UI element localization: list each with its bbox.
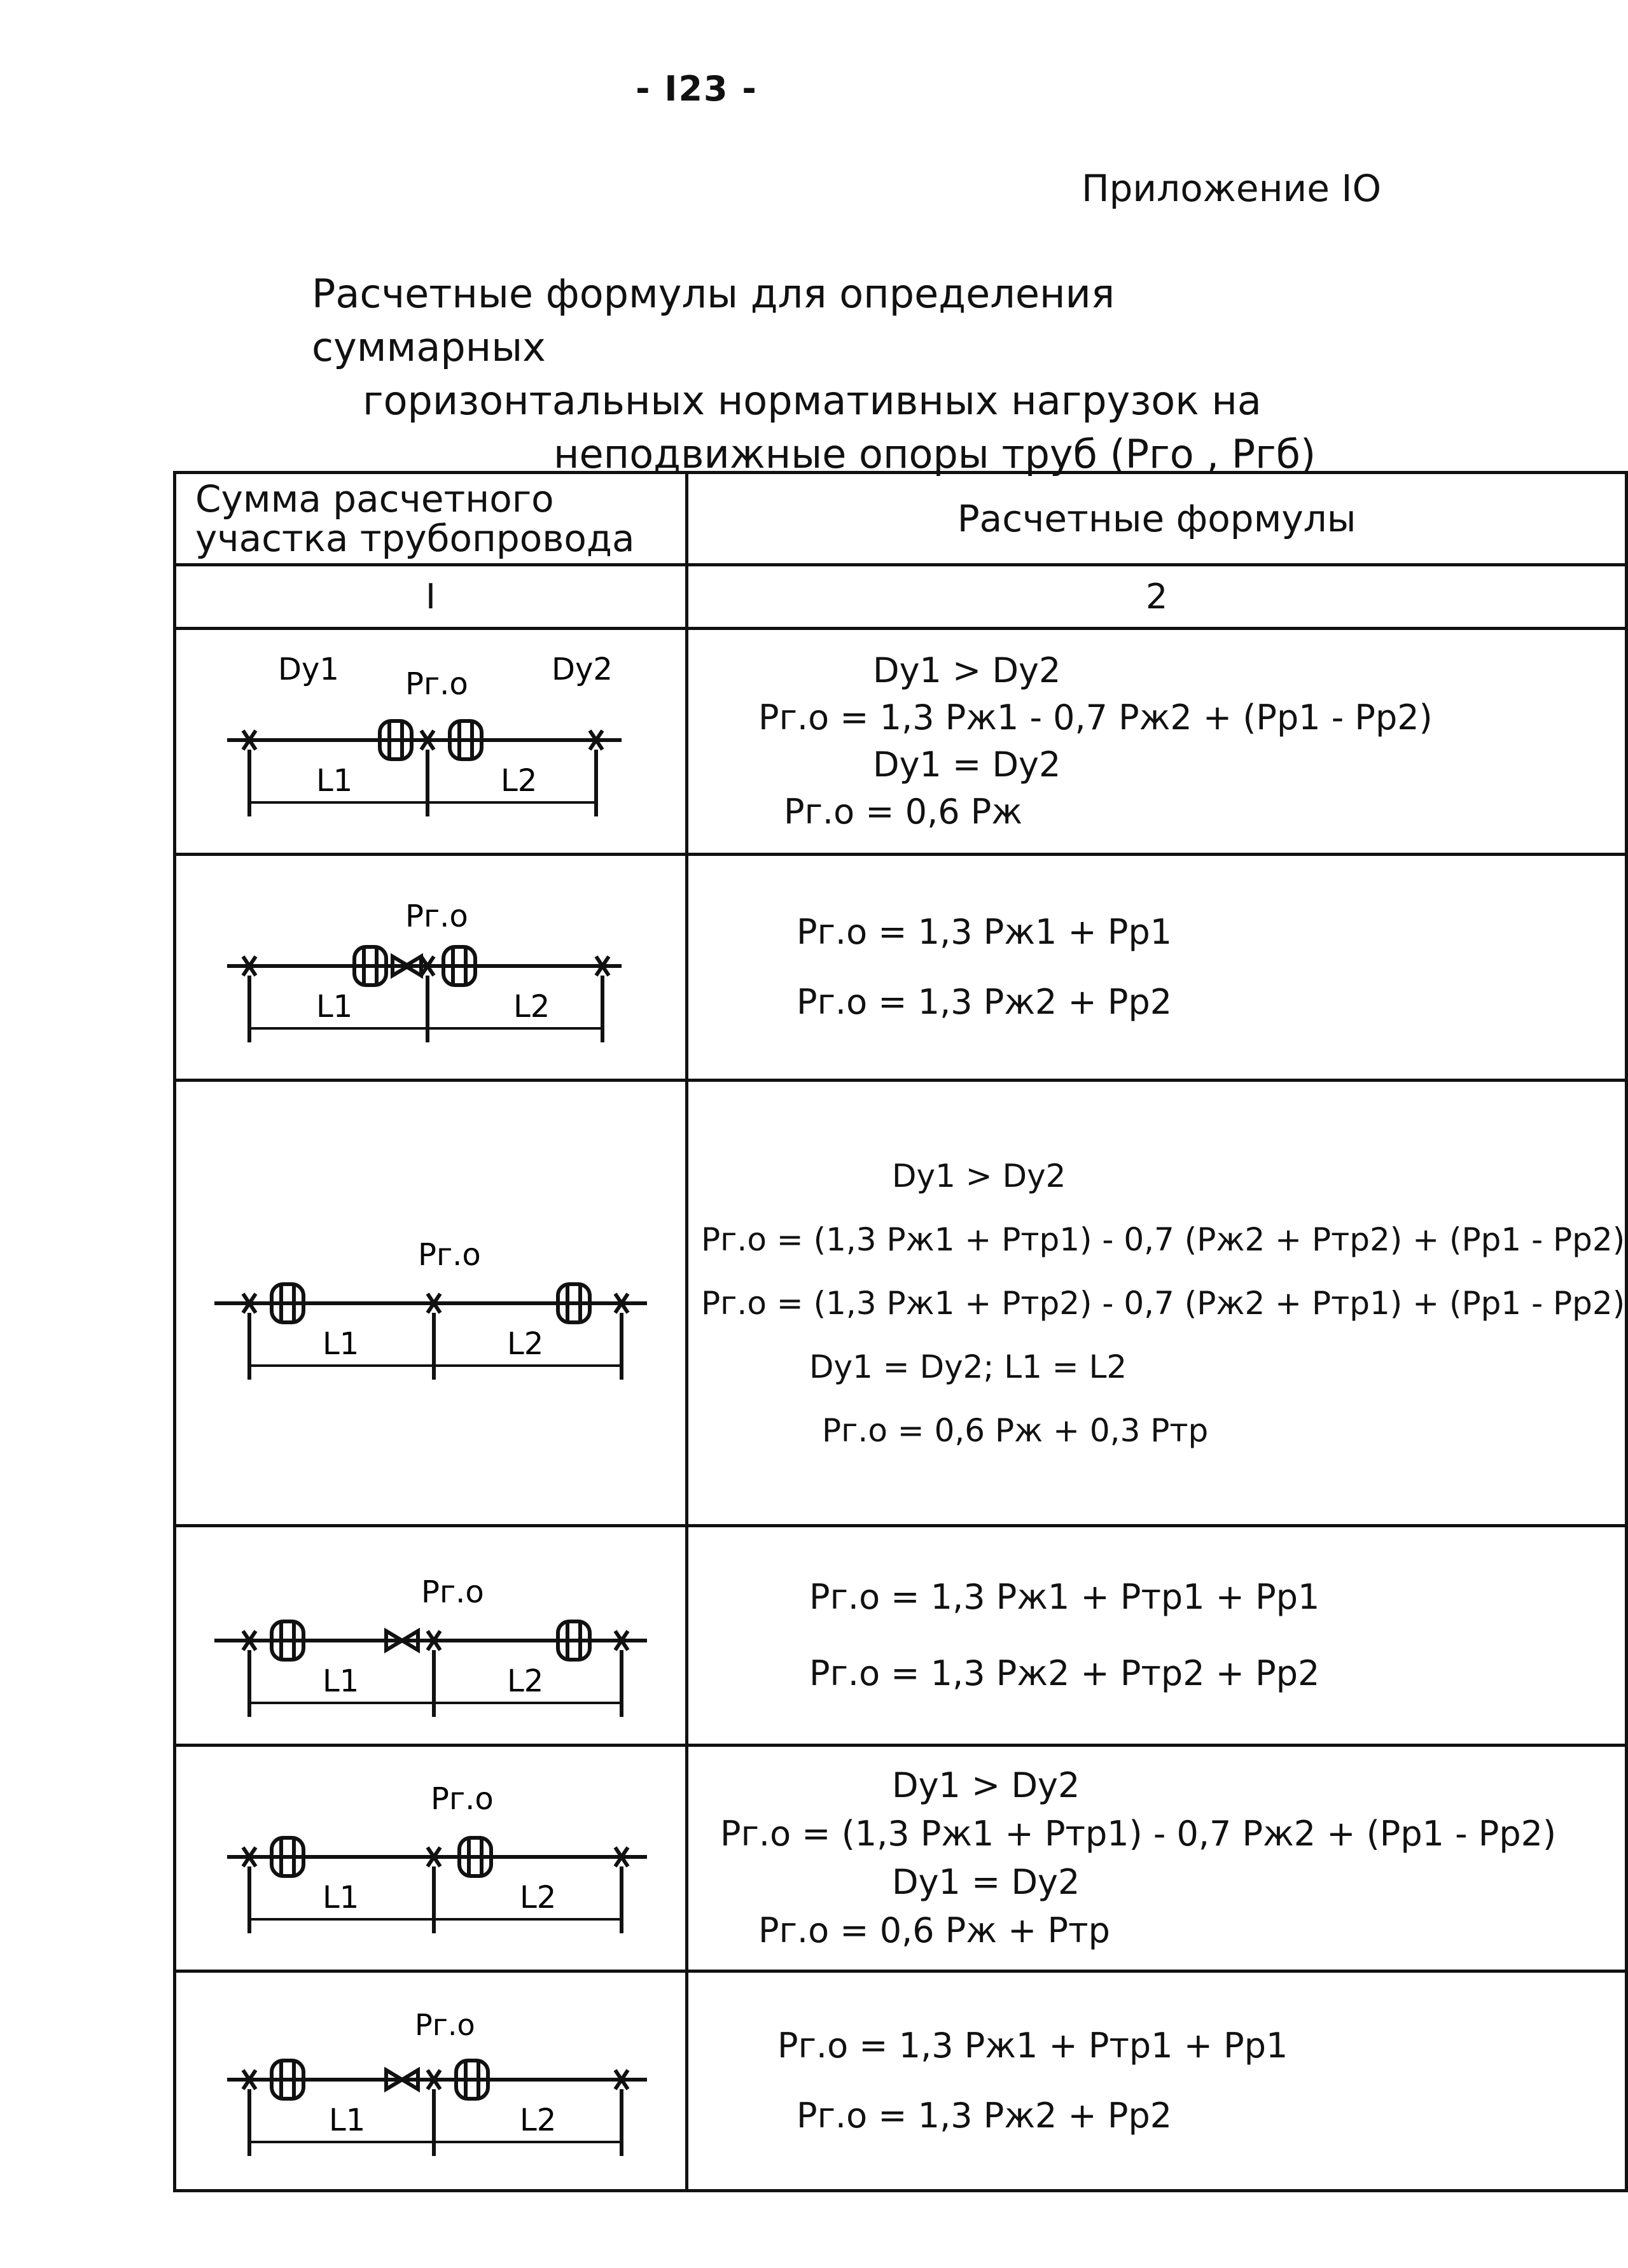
numbering-col2: 2 xyxy=(687,565,1627,629)
formula-line: Dy1 > Dy2 xyxy=(873,650,1061,690)
appendix-label: Приложение IO xyxy=(1082,167,1382,210)
title-line-1: Расчетные формулы для определения суммарных xyxy=(312,270,1115,370)
pipe-diagram-cell xyxy=(175,855,687,1081)
pipe-diagram xyxy=(176,1084,685,1523)
formula-line: Pг.о = 0,6 Pж + Pтр xyxy=(758,1910,1110,1950)
force-label: Pг.о xyxy=(405,898,468,934)
table-row xyxy=(175,1526,1627,1746)
dy1-label: Dy1 xyxy=(278,651,339,687)
formula-line: Pг.о = 1,3 Pж1 + Pтр1 + Pр1 xyxy=(777,2026,1288,2066)
formula-line: Pг.о = 0,6 Pж xyxy=(784,792,1022,832)
numbering-col1: I xyxy=(175,565,687,629)
l2-label: L2 xyxy=(520,2102,557,2138)
l1-label: L1 xyxy=(316,988,353,1025)
pipe-diagram-cell xyxy=(175,1081,687,1526)
dy2-label: Dy2 xyxy=(552,651,613,687)
l1-label: L1 xyxy=(323,1326,359,1362)
force-label: Pг.о xyxy=(418,1236,481,1273)
formula-line: Pг.о = 1,3 Pж1 + Pтр1 + Pр1 xyxy=(809,1577,1320,1617)
l2-label: L2 xyxy=(501,762,538,799)
formula-line: Dy1 = Dy2 xyxy=(873,745,1061,785)
formula-line: Pг.о = 0,6 Pж + 0,3 Pтр xyxy=(822,1411,1209,1449)
table-header-row xyxy=(175,473,1627,565)
formula-line: Dy1 = Dy2; L1 = L2 xyxy=(809,1348,1127,1385)
formula-cell xyxy=(687,855,1627,1081)
pipe-diagram xyxy=(176,1749,685,1968)
pipe-diagram-cell xyxy=(175,629,687,855)
l1-label: L1 xyxy=(323,1663,359,1699)
l2-label: L2 xyxy=(513,988,550,1025)
pipe-diagram-cell xyxy=(175,1526,687,1746)
formulas-table xyxy=(173,471,1628,2192)
force-label: Pг.о xyxy=(415,2007,475,2042)
formula-line: Pг.о = 1,3 Pж2 + Pр2 xyxy=(797,2096,1172,2136)
formula-line: Pг.о = (1,3 Pж1 + Pтр1) - 0,7 (Pж2 + Pтр2) + (Pр1 - Pр2) xyxy=(701,1221,1625,1258)
table-numbering-row xyxy=(175,565,1627,629)
l2-label: L2 xyxy=(520,1879,557,1915)
header-col2: Расчетные формулы xyxy=(687,473,1627,565)
formula-cell xyxy=(687,1746,1627,1971)
formula-block xyxy=(688,647,1625,836)
pipe-diagram xyxy=(176,858,685,1077)
title-line-2: горизонтальных нормативных нагрузок на xyxy=(363,377,1262,424)
pipe-diagram-cell xyxy=(175,1971,687,2191)
l1-label: L1 xyxy=(329,2102,366,2138)
formula-cell xyxy=(687,1081,1627,1526)
l1-label: L1 xyxy=(316,762,353,799)
pipe-diagram xyxy=(176,1529,685,1742)
formula-line: Dy1 > Dy2 xyxy=(892,1765,1080,1805)
formula-block xyxy=(688,1559,1625,1712)
formula-line: Pг.о = 1,3 Pж2 + Pр2 xyxy=(797,982,1172,1022)
formula-block xyxy=(688,1761,1625,1955)
formula-line: Pг.о = 1,3 Pж1 - 0,7 Pж2 + (Pр1 - Pр2) xyxy=(758,697,1433,738)
table-row xyxy=(175,855,1627,1081)
formula-block xyxy=(688,1144,1625,1462)
table-row xyxy=(175,629,1627,855)
formula-line: Pг.о = (1,3 Pж1 + Pтр2) - 0,7 (Pж2 + Pтр1) + (Pр1 - Pр2) xyxy=(701,1284,1625,1322)
document-title xyxy=(274,267,1355,481)
formula-block xyxy=(688,2011,1625,2151)
table-row xyxy=(175,1746,1627,1971)
pipe-diagram xyxy=(176,632,685,851)
formula-line: Pг.о = 1,3 Pж2 + Pтр2 + Pр2 xyxy=(809,1653,1320,1693)
formula-block xyxy=(688,897,1625,1037)
title-line-3: неподвижные опоры труб (Pго , Pгб) xyxy=(553,431,1316,477)
l2-label: L2 xyxy=(507,1663,544,1699)
pipe-diagram xyxy=(176,1975,685,2188)
page-number: - I23 - xyxy=(636,69,758,109)
formula-cell xyxy=(687,629,1627,855)
formula-line: Dy1 > Dy2 xyxy=(892,1157,1066,1194)
formula-cell xyxy=(687,1971,1627,2191)
l2-label: L2 xyxy=(507,1326,544,1362)
l1-label: L1 xyxy=(323,1879,359,1915)
force-label: Pг.о xyxy=(405,666,468,702)
formula-line: Pг.о = 1,3 Pж1 + Pр1 xyxy=(797,912,1172,952)
formula-cell xyxy=(687,1526,1627,1746)
table-row xyxy=(175,1081,1627,1526)
formula-line: Pг.о = (1,3 Pж1 + Pтр1) - 0,7 Pж2 + (Pр1 - Pр2) xyxy=(720,1814,1557,1854)
force-label: Pг.о xyxy=(431,1781,494,1817)
force-label: Pг.о xyxy=(421,1574,484,1610)
formula-line: Dy1 = Dy2 xyxy=(892,1862,1080,1902)
header-col1: Сумма расчетного участка трубопровода xyxy=(175,473,687,565)
pipe-diagram-cell xyxy=(175,1746,687,1971)
table-row xyxy=(175,1971,1627,2191)
